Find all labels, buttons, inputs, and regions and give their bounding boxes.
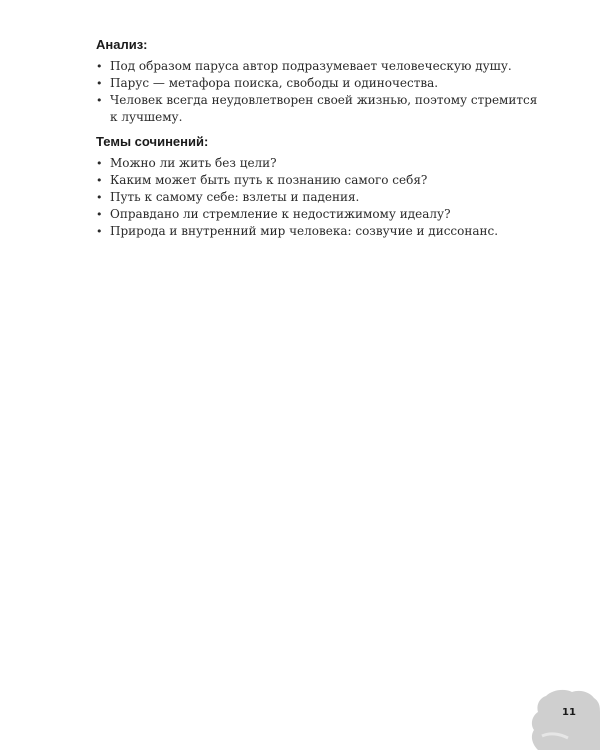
bullet-icon: • — [96, 191, 103, 204]
page-number-badge — [528, 688, 600, 750]
bullet-icon: • — [96, 60, 103, 73]
list-item — [96, 206, 546, 223]
list-item — [96, 172, 546, 189]
list-item-text: Под образом паруса автор подразумевает человеческую душу. — [110, 59, 512, 73]
list-item-text: Человек всегда неудовлетворен своей жизнью, поэтому стремится к лучшему. — [110, 93, 538, 124]
topics-list — [96, 155, 546, 240]
analysis-list — [96, 58, 546, 126]
analysis-heading: Анализ: — [96, 37, 148, 52]
list-item — [96, 92, 546, 126]
bullet-icon: • — [96, 157, 103, 170]
list-item-text: Путь к самому себе: взлеты и падения. — [110, 190, 360, 204]
list-item — [96, 155, 546, 172]
list-item — [96, 189, 546, 206]
bullet-icon: • — [96, 225, 103, 238]
page-number: 11 — [562, 707, 576, 718]
bullet-icon: • — [96, 94, 103, 107]
badge-blob-icon — [528, 688, 600, 750]
analysis-section — [96, 36, 546, 126]
bullet-icon: • — [96, 174, 103, 187]
topics-heading: Темы сочинений: — [96, 134, 209, 149]
list-item-text: Каким может быть путь к познанию самого себя? — [110, 173, 428, 187]
list-item-text: Можно ли жить без цели? — [110, 156, 277, 170]
bullet-icon: • — [96, 77, 103, 90]
list-item — [96, 75, 546, 92]
list-item — [96, 223, 546, 240]
list-item-text: Оправдано ли стремление к недостижимому идеалу? — [110, 207, 451, 221]
list-item-text: Парус — метафора поиска, свободы и одиночества. — [110, 76, 439, 90]
bullet-icon: • — [96, 208, 103, 221]
list-item-text: Природа и внутренний мир человека: созвучие и диссонанс. — [110, 224, 499, 238]
list-item — [96, 58, 546, 75]
topics-section — [96, 133, 546, 240]
